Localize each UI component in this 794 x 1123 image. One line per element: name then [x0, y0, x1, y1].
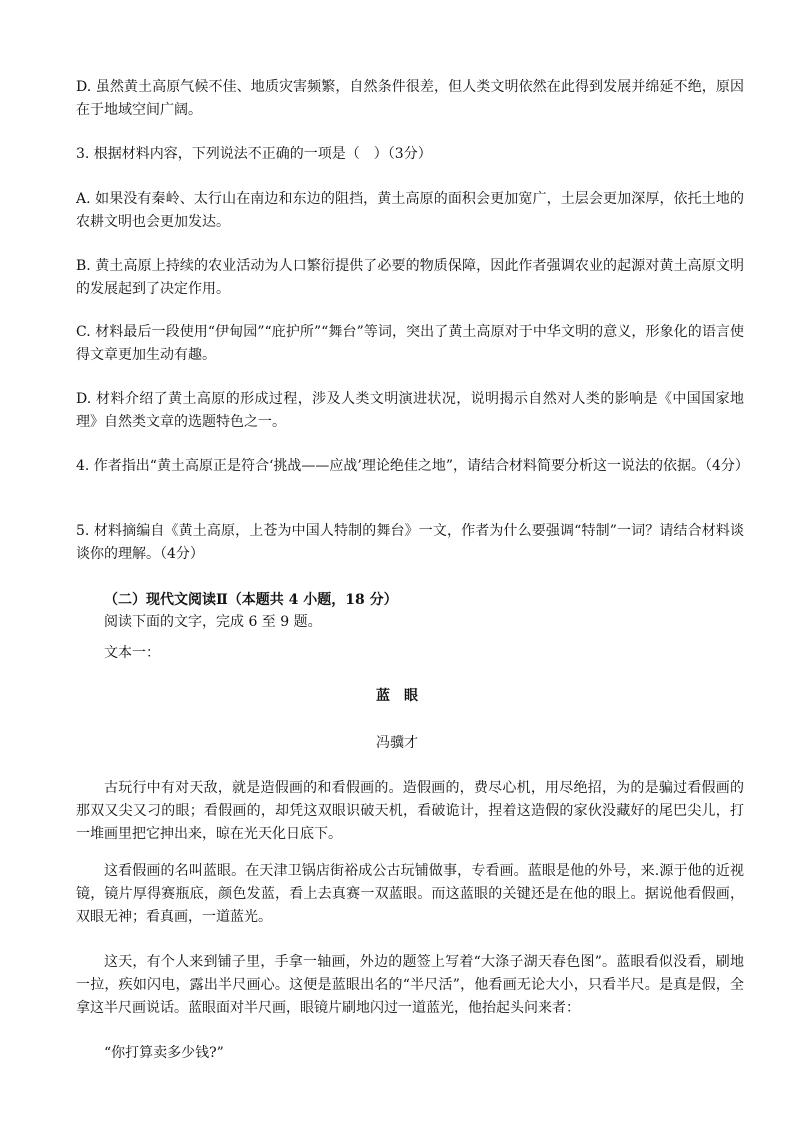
- question-3-stem: 3. 根据材料内容，下列说法不正确的一项是（ ）（3分）: [76, 146, 432, 162]
- question-3-option-b: B. 黄土高原上持续的农业活动为人口繁衍提供了必要的物质保障，因此作者强调农业的起源对黄土高原文明的发展起到了决定作用。: [76, 258, 744, 297]
- question-4: 4. 作者指出“黄土高原正是符合‘挑战——应战’理论绝佳之地”，请结合材料简要分析这一说法的依据。（4分）: [76, 458, 749, 474]
- question-2-option-d: D. 虽然黄土高原气候不佳、地质灾害频繁，自然条件很差，但人类文明依然在此得到发展并绵延不绝，原因在于地域空间广阔。: [76, 79, 744, 118]
- section-instruction: 阅读下面的文字，完成 6 至 9 题。: [104, 614, 322, 630]
- section-heading: （二）现代文阅读Ⅱ（本题共 4 小题，18 分）: [104, 592, 398, 608]
- article-author: 冯骥才: [376, 735, 418, 751]
- question-5: 5. 材料摘编自《黄土高原，上苍为中国人特制的舞台》一文，作者为什么要强调“特制”一词？请结合材料谈谈你的理解。（4分）: [76, 523, 744, 562]
- article-paragraph-2: 这看假画的名叫蓝眼。在天津卫锅店街裕成公古玩铺做事，专看画。蓝眼是他的外号，来.源于他的近视镜，镜片厚得赛瓶底，颜色发蓝，看上去真赛一双蓝眼。而这蓝眼的关键还是在他的眼上。据说他看假画，双眼无神；看真画，一道蓝光。: [76, 863, 744, 925]
- text-label: 文本一：: [104, 645, 160, 661]
- question-3-option-d: D. 材料介绍了黄土高原的形成过程，涉及人类文明演进状况，说明揭示自然对人类的影响是《中国国家地理》自然类文章的选题特色之一。: [76, 391, 744, 430]
- article-paragraph-3: 这天，有个人来到铺子里，手拿一轴画，外边的题签上写着“大涤子湖天春色图”。蓝眼看似没看，刷地一拉，疾如闪电，露出半尺画心。这便是蓝眼出名的“半尺活”，他看画无论大小，只看半尺。是真是假，全拿这半尺画说话。蓝眼面对半尺画，眼镜片刷地闪过一道蓝光，他抬起头问来者：: [76, 954, 744, 1016]
- question-3-option-c: C. 材料最后一段使用“伊甸园”“庇护所”“舞台”等词，突出了黄土高原对于中华文明的意义，形象化的语言使得文章更加生动有趣。: [76, 324, 744, 363]
- article-title: 蓝 眼: [376, 688, 418, 704]
- article-dialogue: “你打算卖多少钱?”: [104, 1045, 224, 1061]
- question-3-option-a: A. 如果没有秦岭、太行山在南边和东边的阻挡，黄土高原的面积会更加宽广，土层会更加深厚，依托土地的农耕文明也会更加发达。: [76, 191, 744, 230]
- article-paragraph-1: 古玩行中有对天敌，就是造假画的和看假画的。造假画的，费尽心机，用尽绝招，为的是骗过看假画的那双又尖又刁的眼；看假画的，却凭这双眼识破天机，看破诡计，捏着这造假的家伙没藏好的尾巴尖儿，打一堆画里把它抻出来，晾在光天化日底下。: [76, 780, 744, 842]
